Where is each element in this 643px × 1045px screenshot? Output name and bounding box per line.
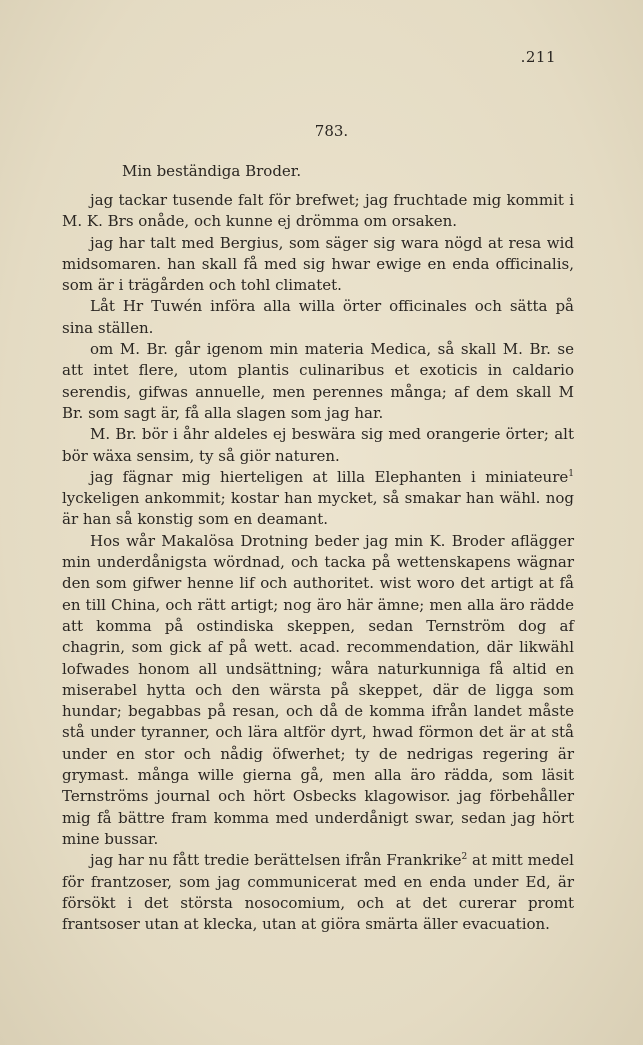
page-number: .211 xyxy=(520,48,556,66)
paragraph: jag har talt med Bergius, som säger sig wara nögd at resa wid midsomaren. han skall få med sig hwar ewige en enda officinalis, som är i trägården och tohl climatet. xyxy=(62,233,574,295)
paragraph: Hos wår Makalösa Drotning beder jag min K. Broder aflägger min underdånigsta wördnad, och tacka på wettenskapens wägnar den som gifwer henne lif och authoritet. wist woro det artigt at få en till China, och rätt artigt; nog äro här ämne; men alla äro rädde att komma på ostindiska skeppen, sedan Ternström dog af chagrin, som gick af på wett. acad. recommendation, där likwähl lofwades honom all undsättning; wåra naturkunniga få altid en miserabel hytta och den wärsta på skeppet, där de ligga som hundar; begabbas på resan, och då de komma ifrån landet måste stå under tyranner, och lära altför dyrt, hwad förmon det är at stå under en stor och nådig öfwerhet; ty de nedrigas regering är grymast. många wille gierna gå, men alla äro rädda, som läsit Ternströms journal och hört Osbecks klagowisor. jag förbehåller mig få bättre fram komma med underdånigt swar, sedan jag hört mine bussar. xyxy=(62,531,574,848)
paragraph: jag har nu fått tredie berättelsen ifrån Frankrike$^2$ at mitt medel för frantzoser, som jag communicerat med en enda under Ed, är försökt i det största nosocomium, och at det curerar promt frantsoser utan at klecka, utan at giöra smärta äller evacuation. xyxy=(62,851,574,934)
paragraph: om M. Br. går igenom min materia Medica, så skall M. Br. se att intet flere, utom plantis culinaribus et exoticis in caldario serendis, gifwas annuelle, men perennes många; af dem skall M Br. som sagt är, få alla slagen som jag har. xyxy=(62,340,574,422)
paragraph: M. Br. bör i åhr aldeles ej beswära sig med orangerie örter; alt bör wäxa sensim, ty så giör naturen. xyxy=(62,425,574,465)
footnote-marker: 1 xyxy=(568,468,574,479)
letter-body xyxy=(62,190,574,935)
footnote-marker: 2 xyxy=(461,852,468,863)
paragraph: jag tackar tusende falt för brefwet; jag fruchtade mig kommit i M. K. Brs onåde, och kunne ej drömma om orsaken. xyxy=(62,191,574,231)
salutation: Min beständiga Broder. xyxy=(122,162,302,180)
letter-number: 783. xyxy=(314,122,349,140)
paragraph: jag fägnar mig hierteligen at lilla Elephanten i miniateure$^1$ lyckeligen ankommit; kostar han mycket, så smakar han wähl. nog är han så konstig som en deamant. xyxy=(62,467,574,529)
paragraph: Låt Hr Tuwén införa alla willa örter officinales och sätta på sina ställen. xyxy=(62,297,574,337)
